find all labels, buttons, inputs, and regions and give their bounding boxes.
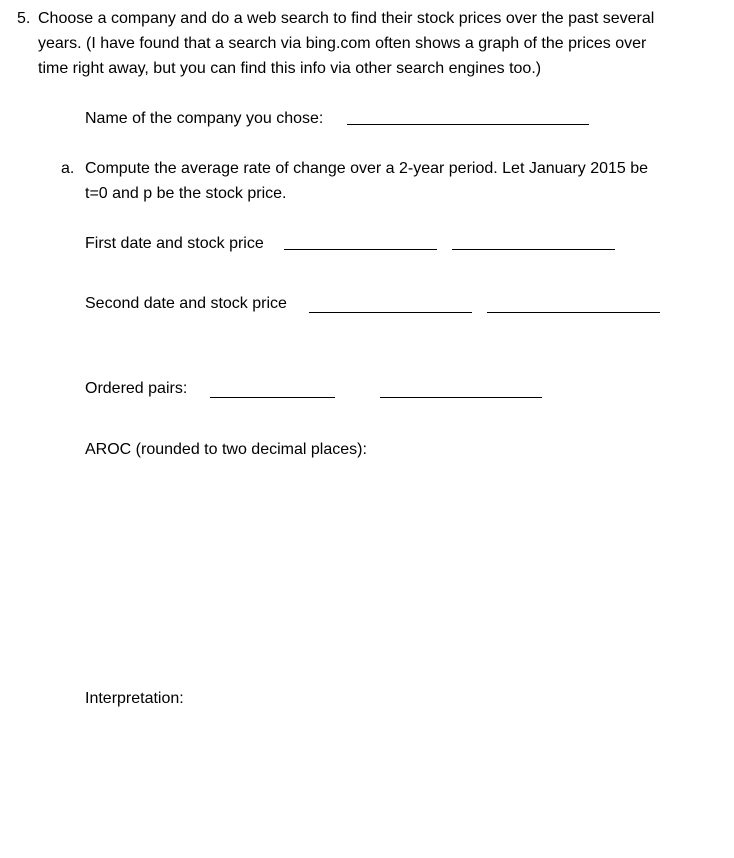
second-price-blank[interactable] [487, 312, 660, 313]
part-a-text-line-2: t=0 and p be the stock price. [85, 185, 287, 202]
company-name-blank[interactable] [347, 124, 589, 125]
first-date-label: First date and stock price [85, 235, 264, 252]
ordered-pair-1-blank[interactable] [210, 397, 335, 398]
second-date-blank[interactable] [309, 312, 472, 313]
part-a-letter: a. [61, 160, 75, 177]
part-a-text-line-1: Compute the average rate of change over a 2-year period. Let January 2015 be [85, 160, 649, 177]
interpretation-label: Interpretation: [85, 690, 184, 707]
ordered-pair-2-blank[interactable] [380, 397, 542, 398]
ordered-pairs-label: Ordered pairs: [85, 380, 188, 397]
first-date-blank[interactable] [284, 249, 437, 250]
first-price-blank[interactable] [452, 249, 615, 250]
company-name-label: Name of the company you chose: [85, 110, 324, 127]
question-text-line-1: Choose a company and do a web search to find their stock prices over the past several [38, 10, 655, 27]
aroc-label: AROC (rounded to two decimal places): [85, 441, 367, 458]
question-text-line-3: time right away, but you can find this info via other search engines too.) [38, 60, 542, 77]
question-text-line-2: years. (I have found that a search via bing.com often shows a graph of the prices over [38, 35, 647, 52]
second-date-label: Second date and stock price [85, 295, 287, 312]
question-number: 5. [17, 10, 31, 27]
